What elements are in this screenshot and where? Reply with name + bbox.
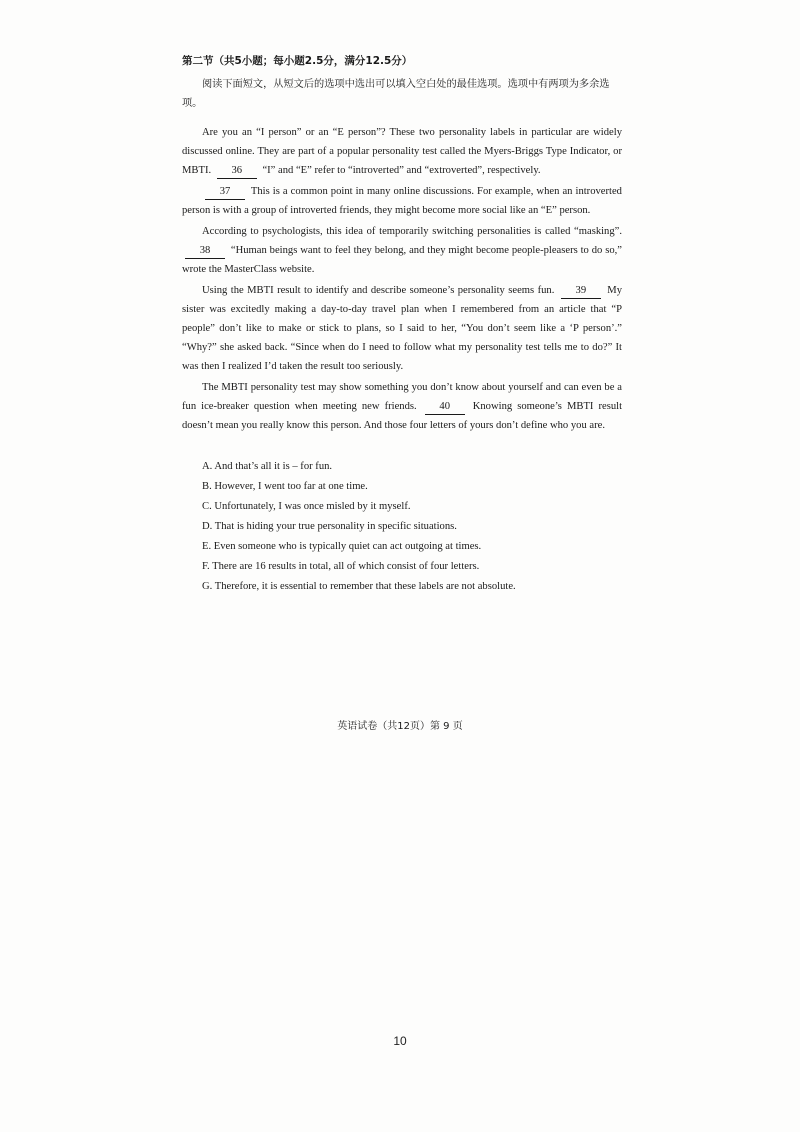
paragraph-text-before: Are you an “I person” or an “E person”? These two personality labels in particular are widely discussed online. They are part of a popular personality test called the Myers-Briggs Type Indicator, or MBTI.	[182, 127, 622, 176]
answer-options	[182, 457, 622, 596]
exam-footer: 英语试卷（共12页）第 9 页	[337, 721, 463, 732]
passage-paragraph-1	[182, 123, 622, 180]
paragraph-text-after: Knowing someone’s MBTI result doesn’t mean you really know this person. And those four letters of yours don’t define who you are.	[182, 401, 623, 431]
option-d: D. That is hiding your true personality in specific situations.	[202, 521, 457, 532]
option-b: B. However, I went too far at one time.	[202, 481, 368, 492]
passage-paragraph-5	[182, 378, 622, 435]
option-a: A. And that’s all it is – for fun.	[202, 461, 333, 472]
blank-40: 40	[425, 400, 465, 415]
paragraph-text-after: “Human beings want to feel they belong, and they might become people-pleasers to do so,” wrote the MasterClass website.	[182, 245, 622, 275]
paragraph-text-after: “I” and “E” refer to “introverted” and “extroverted”, respectively.	[262, 165, 541, 176]
paragraph-text-before: The MBTI personality test may show something you don’t know about yourself and can even be a fun ice-breaker question when meeting new friends.	[182, 382, 622, 412]
option-c: C. Unfortunately, I was once misled by it myself.	[202, 501, 411, 512]
blank-36: 36	[217, 164, 257, 179]
paragraph-text-after: My sister was excitedly making a day-to-day travel plan when I remembered from an article that “P people” don’t like to make or stick to plans, so I said to her, “You don’t seem like a ‘P person’.” “Why?” she asked back. “Since when do I need to follow what my personality test tells me to do?” It was then I realized I’d taken the result too seriously.	[182, 285, 623, 372]
paragraph-text-after: This is a common point in many online discussions. For example, when an introverted person is with a group of introverted friends, they might become more social like an “E” person.	[182, 186, 622, 216]
passage-paragraph-4	[182, 281, 622, 376]
passage-paragraph-2	[182, 182, 622, 220]
exam-content	[182, 52, 622, 597]
blank-39: 39	[561, 284, 601, 299]
section-instruction: 阅读下面短文，从短文后的选项中选出可以填入空白处的最佳选项。选项中有两项为多余选项。	[182, 79, 610, 109]
option-f: F. There are 16 results in total, all of which consist of four letters.	[202, 561, 480, 572]
blank-37: 37	[205, 185, 245, 200]
page-number: 10	[393, 1034, 407, 1048]
option-g: G. Therefore, it is essential to remember that these labels are not absolute.	[202, 581, 516, 592]
option-e: E. Even someone who is typically quiet can act outgoing at times.	[202, 541, 482, 552]
passage-paragraph-3	[182, 222, 622, 279]
paragraph-text-before: According to psychologists, this idea of temporarily switching personalities is called “masking”.	[202, 226, 622, 237]
section-heading: 第二节（共5小题；每小题2.5分，满分12.5分）	[182, 55, 413, 67]
paragraph-text-before: Using the MBTI result to identify and describe someone’s personality seems fun.	[202, 285, 555, 296]
blank-38: 38	[185, 244, 225, 259]
